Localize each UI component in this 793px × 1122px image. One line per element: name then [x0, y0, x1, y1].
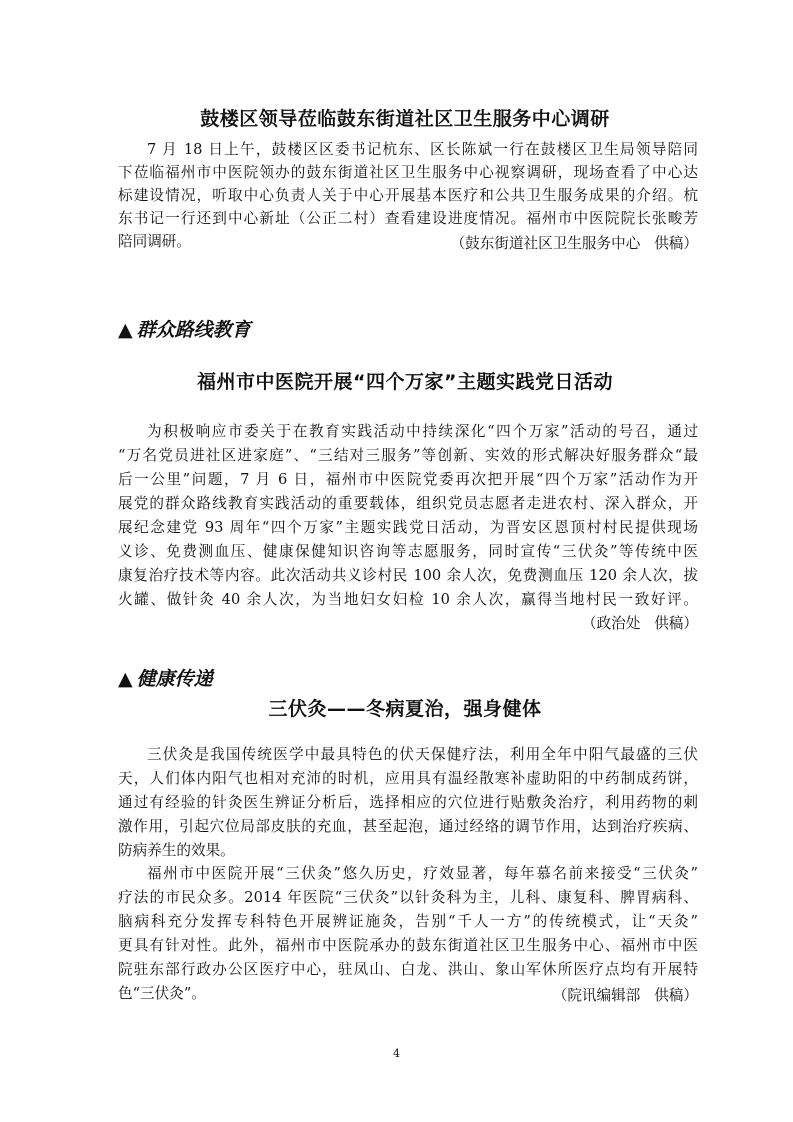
paragraph-line: 火罐、做针灸 40 余人次，为当地妇女妇检 10 余人次，赢得当地村民一致好评。 [118, 591, 698, 608]
article-credit: （鼓东街道社区卫生服务中心 供稿） [450, 235, 698, 252]
paragraph-line: 为积极响应市委关于在教育实践活动中持续深化“四个万家”活动的号召，通过 [147, 423, 698, 440]
paragraph-line: 展党的群众路线教育实践活动的重要载体，组织党员志愿者走进农村、深入群众，开 [118, 495, 698, 512]
paragraph-line: 东书记一行还到中心新址（公正二村）查看建设进度情况。福州市中医院院长张畯芳 [118, 210, 698, 227]
paragraph-line: 后一公里”问题，7 月 6 日，福州市中医院党委再次把开展“四个万家”活动作为开 [118, 471, 698, 488]
paragraph-line: 院驻东部行政办公区医疗中心，驻凤山、白龙、洪山、象山军休所医疗点均有开展特 [118, 961, 698, 978]
paragraph-line: 激作用，引起穴位局部皮肤的充血，甚至起泡，通过经络的调节作用，达到治疗疾病、 [118, 818, 698, 835]
paragraph-line: 标建设情况，听取中心负责人关于中心开展基本医疗和公共卫生服务成果的介绍。杭 [118, 187, 698, 204]
section-label: 群众路线教育 [136, 319, 251, 341]
paragraph-line: 三伏灸是我国传统医学中最具特色的伏天保健疗法，利用全年中阳气最盛的三伏 [147, 746, 698, 763]
paragraph-line: 下莅临福州市中医院领办的鼓东街道社区卫生服务中心视察调研，现场查看了中心达 [118, 164, 698, 181]
paragraph-line: 福州市中医院开展“三伏灸”悠久历史，疗效显著，每年慕名前来接受“三伏灸” [147, 865, 698, 882]
paragraph-line: “万名党员进社区进家庭”、“三结对三服务”等创新、实效的形式解决好服务群众“最 [118, 447, 698, 464]
paragraph-line: 疗法的市民众多。2014 年医院“三伏灸”以针灸科为主，儿科、康复科、脾胃病科、 [118, 889, 698, 906]
paragraph-line: 陪同调研。 [118, 233, 191, 250]
page-number: 4 [393, 1047, 400, 1060]
section-heading [118, 315, 251, 342]
paragraph-line: 展纪念建党 93 周年“四个万家”主题实践党日活动，为晋安区恩顶村村民提供现场 [118, 519, 698, 536]
paragraph-line: 通过有经验的针灸医生辨证分析后，选择相应的穴位进行贴敷灸治疗，利用药物的刺 [118, 794, 698, 811]
paragraph-line: 脑病科充分发挥专科特色开展辨证施灸，告别“千人一方”的传统模式，让“天灸” [118, 913, 698, 930]
paragraph-line: 防病养生的效果。 [118, 842, 235, 859]
paragraph-line: 义诊、免费测血压、健康保健知识咨询等志愿服务，同时宣传“三伏灸”等传统中医 [118, 543, 698, 560]
paragraph-line: 7 月 18 日上午，鼓楼区区委书记杭东、区长陈斌一行在鼓楼区卫生局领导陪同 [147, 141, 698, 158]
paragraph-line: 更具有针对性。此外，福州市中医院承办的鼓东街道社区卫生服务中心、福州市中医 [118, 937, 698, 954]
triangle-marker-icon: ▲ [118, 668, 133, 690]
article-title: 三伏灸——冬病夏治，强身健体 [268, 698, 542, 720]
paragraph-line: 天，人们体内阳气也相对充沛的时机，应用具有温经散寒补虚助阳的中药制成药饼， [118, 770, 698, 787]
paragraph-line: 康复治疗技术等内容。此次活动共义诊村民 100 余人次，免费测血压 120 余人次，拔 [118, 567, 698, 584]
article-credit: （政治处 供稿） [581, 615, 698, 632]
paragraph-line: 色“三伏灸”。 [118, 985, 206, 1002]
article-title: 鼓楼区领导莅临鼓东街道社区卫生服务中心调研 [200, 108, 610, 130]
triangle-marker-icon: ▲ [118, 319, 133, 341]
article-credit: （院讯编辑部 供稿） [552, 987, 698, 1004]
section-label: 健康传递 [136, 668, 213, 690]
article-title: 福州市中医院开展“四个万家”主题实践党日活动 [197, 371, 613, 393]
section-heading [118, 664, 213, 691]
